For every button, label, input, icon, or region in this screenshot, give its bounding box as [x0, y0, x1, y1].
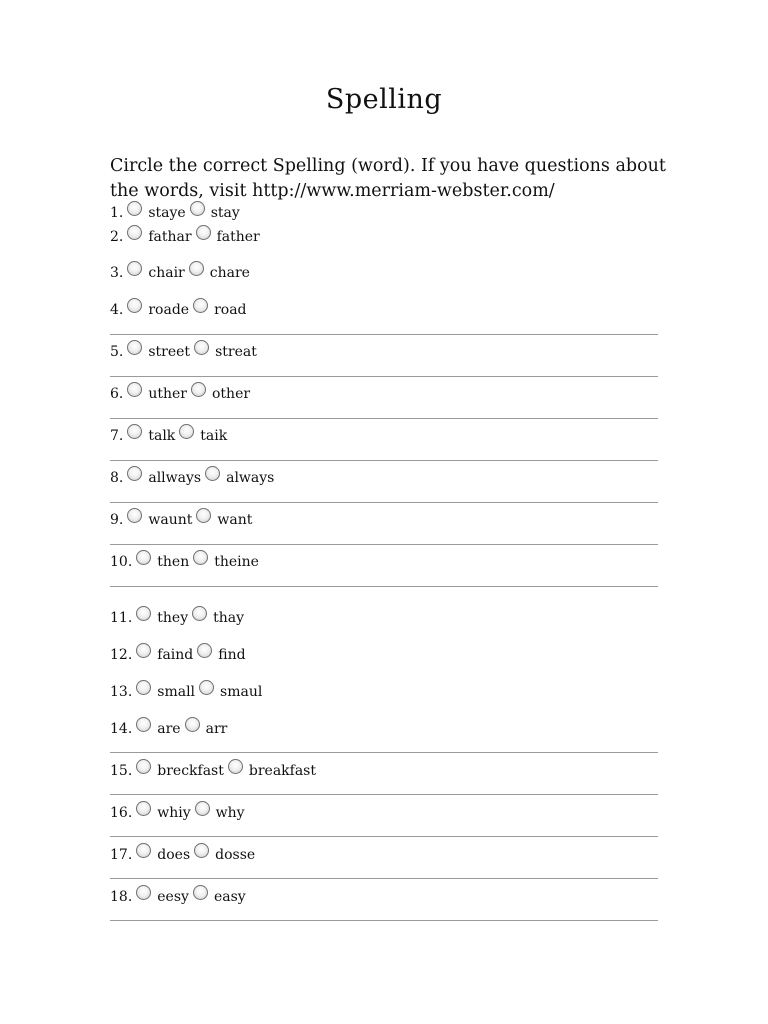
question-number: 2. [110, 229, 124, 245]
question-number: 18. [110, 889, 133, 905]
radio-button-option-1[interactable] [136, 606, 151, 621]
option-1-label: staye [148, 205, 186, 221]
question-row [110, 424, 231, 448]
radio-button-option-2[interactable] [189, 261, 204, 276]
option-1-label: whiy [157, 805, 191, 821]
radio-button-option-1[interactable] [127, 382, 142, 397]
radio-button-option-1[interactable] [127, 466, 142, 481]
question-number: 11. [110, 610, 133, 626]
question-row [110, 643, 250, 667]
option-1-label: does [157, 847, 191, 863]
instructions-text: Circle the correct Spelling (word). If you have questions about the words, visit http://www.merriam-webster.com/ [110, 156, 666, 201]
radio-button-option-1[interactable] [127, 298, 142, 313]
radio-button-option-2[interactable] [228, 759, 243, 774]
option-1-label: street [148, 344, 191, 360]
question-row [110, 508, 256, 532]
option-1-label: faind [157, 647, 194, 663]
option-1-label: breckfast [157, 763, 224, 779]
radio-button-option-2[interactable] [185, 717, 200, 732]
radio-button-option-1[interactable] [136, 643, 151, 658]
option-2-label: chare [209, 265, 250, 281]
question-number: 16. [110, 805, 133, 821]
radio-button-option-1[interactable] [127, 340, 142, 355]
option-2-label: want [217, 512, 253, 528]
question-row [110, 340, 261, 364]
question-number: 10. [110, 554, 133, 570]
question-number: 1. [110, 205, 124, 221]
option-2-label: smaul [220, 684, 263, 700]
page-title: Spelling [325, 84, 443, 115]
answer-divider-line [110, 376, 658, 377]
option-2-label: theine [214, 554, 259, 570]
question-number: 6. [110, 386, 124, 402]
question-row [110, 680, 266, 704]
question-row [110, 225, 264, 249]
question-row [110, 717, 231, 741]
radio-button-option-2[interactable] [199, 680, 214, 695]
question-row [110, 382, 254, 406]
option-2-label: stay [210, 205, 240, 221]
question-row [110, 201, 244, 225]
radio-button-option-1[interactable] [136, 843, 151, 858]
question-number: 4. [110, 302, 124, 318]
radio-button-option-2[interactable] [195, 801, 210, 816]
radio-button-option-2[interactable] [194, 340, 209, 355]
radio-button-option-1[interactable] [136, 885, 151, 900]
question-row [110, 298, 251, 322]
radio-button-option-2[interactable] [205, 466, 220, 481]
question-row [110, 466, 278, 490]
option-1-label: roade [148, 302, 190, 318]
option-1-label: talk [148, 428, 176, 444]
radio-button-option-2[interactable] [179, 424, 194, 439]
radio-button-option-1[interactable] [136, 717, 151, 732]
question-number: 9. [110, 512, 124, 528]
radio-button-option-2[interactable] [193, 885, 208, 900]
radio-button-option-1[interactable] [127, 424, 142, 439]
question-row [110, 759, 320, 783]
radio-button-option-1[interactable] [136, 801, 151, 816]
option-2-label: other [212, 386, 251, 402]
option-1-label: uther [148, 386, 187, 402]
question-row [110, 550, 263, 574]
option-2-label: road [214, 302, 247, 318]
radio-button-option-2[interactable] [190, 201, 205, 216]
answer-divider-line [110, 502, 658, 503]
option-2-label: find [218, 647, 246, 663]
option-1-label: they [157, 610, 189, 626]
radio-button-option-2[interactable] [193, 550, 208, 565]
question-row [110, 885, 250, 909]
question-row [110, 261, 254, 285]
radio-button-option-1[interactable] [136, 550, 151, 565]
question-number: 13. [110, 684, 133, 700]
option-2-label: why [215, 805, 245, 821]
option-1-label: waunt [148, 512, 193, 528]
radio-button-option-1[interactable] [127, 201, 142, 216]
question-number: 5. [110, 344, 124, 360]
option-2-label: dosse [215, 847, 256, 863]
option-2-label: always [226, 470, 275, 486]
answer-divider-line [110, 544, 658, 545]
option-1-label: allways [148, 470, 202, 486]
radio-button-option-1[interactable] [127, 261, 142, 276]
answer-divider-line [110, 586, 658, 587]
question-row [110, 801, 249, 825]
answer-divider-line [110, 836, 658, 837]
option-2-label: thay [213, 610, 245, 626]
option-2-label: breakfast [248, 763, 316, 779]
question-number: 12. [110, 647, 133, 663]
radio-button-option-2[interactable] [191, 382, 206, 397]
radio-button-option-2[interactable] [196, 508, 211, 523]
option-2-label: arr [205, 721, 228, 737]
answer-divider-line [110, 878, 658, 879]
option-2-label: streat [215, 344, 257, 360]
option-1-label: then [157, 554, 190, 570]
answer-divider-line [110, 794, 658, 795]
option-1-label: small [157, 684, 196, 700]
answer-divider-line [110, 920, 658, 921]
question-number: 15. [110, 763, 133, 779]
radio-button-option-1[interactable] [136, 759, 151, 774]
answer-divider-line [110, 418, 658, 419]
radio-button-option-1[interactable] [127, 225, 142, 240]
radio-button-option-1[interactable] [136, 680, 151, 695]
answer-divider-line [110, 460, 658, 461]
option-1-label: are [157, 721, 181, 737]
radio-button-option-2[interactable] [194, 843, 209, 858]
radio-button-option-2[interactable] [197, 643, 212, 658]
option-1-label: fathar [148, 229, 192, 245]
question-number: 14. [110, 721, 133, 737]
question-number: 8. [110, 470, 124, 486]
question-row [110, 843, 259, 867]
option-2-label: easy [213, 889, 246, 905]
option-1-label: eesy [157, 889, 189, 905]
question-row [110, 606, 248, 630]
radio-button-option-2[interactable] [192, 606, 207, 621]
answer-divider-line [110, 752, 658, 753]
radio-button-option-2[interactable] [196, 225, 211, 240]
radio-button-option-1[interactable] [127, 508, 142, 523]
option-1-label: chair [148, 265, 185, 281]
radio-button-option-2[interactable] [193, 298, 208, 313]
option-2-label: taik [200, 428, 228, 444]
question-number: 3. [110, 265, 124, 281]
question-number: 17. [110, 847, 133, 863]
answer-divider-line [110, 334, 658, 335]
option-2-label: father [216, 229, 260, 245]
question-number: 7. [110, 428, 124, 444]
